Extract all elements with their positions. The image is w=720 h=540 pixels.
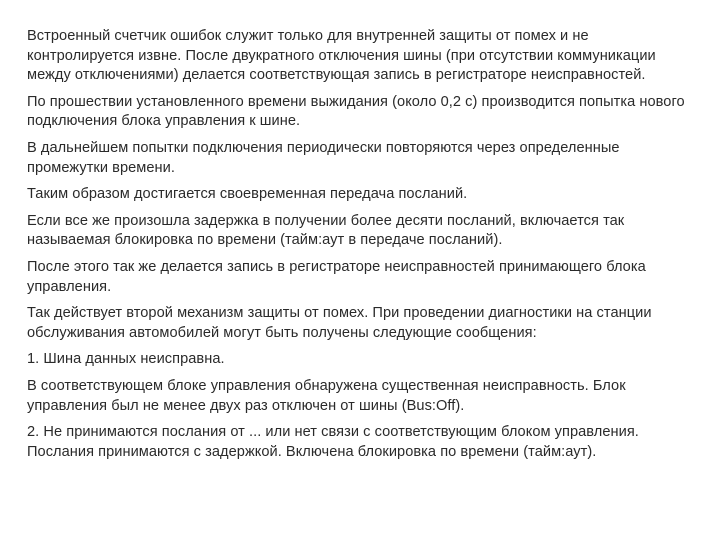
paragraph-message-2: 2. Не принимаются послания от ... или нет связи с соответствующим блоком управления. Послания принимаются с задержкой. Включена блокировка по времени (тайм:аут). xyxy=(27,424,639,460)
paragraph-periodic-retry: В дальнейшем попытки подключения периодически повторяются через определенные промежутки времени. xyxy=(27,139,620,176)
paragraph-message-1: 1. Шина данных неисправна. xyxy=(27,351,225,368)
paragraph-fault-record: После этого так же делается запись в регистраторе неисправностей принимающего блока управления. xyxy=(27,258,646,295)
paragraph-message-1-detail: В соответствующем блоке управления обнаружена существенная неисправность. Блок управления был не менее двух раз отключен от шины (Bus:Off). xyxy=(27,377,626,414)
paragraph-timely-transfer: Таким образом достигается своевременная передача посланий. xyxy=(27,186,468,203)
paragraph-second-mechanism: Так действует второй механизм защиты от помех. При проведении диагностики на станции обслуживания автомобилей могут быть получены следующие сообщения: xyxy=(27,305,652,341)
paragraph-reconnect-attempt: По прошествии установленного времени выжидания (около 0,2 с) производится попытка нового подключения блока управления к шине. xyxy=(27,93,685,130)
paragraph-error-counter: Встроенный счетчик ошибок служит только для внутренней защиты от помех и не контролируется извне. После двукратного отключения шины (при отсутствии коммуникации между отключениями) делается соответствующая запись в регистраторе неисправностей. xyxy=(27,28,656,84)
paragraph-timeout-block: Если все же произошла задержка в получении более десяти посланий, включается так называемая блокировка по времени (тайм:аут в передаче посланий). xyxy=(27,212,625,249)
